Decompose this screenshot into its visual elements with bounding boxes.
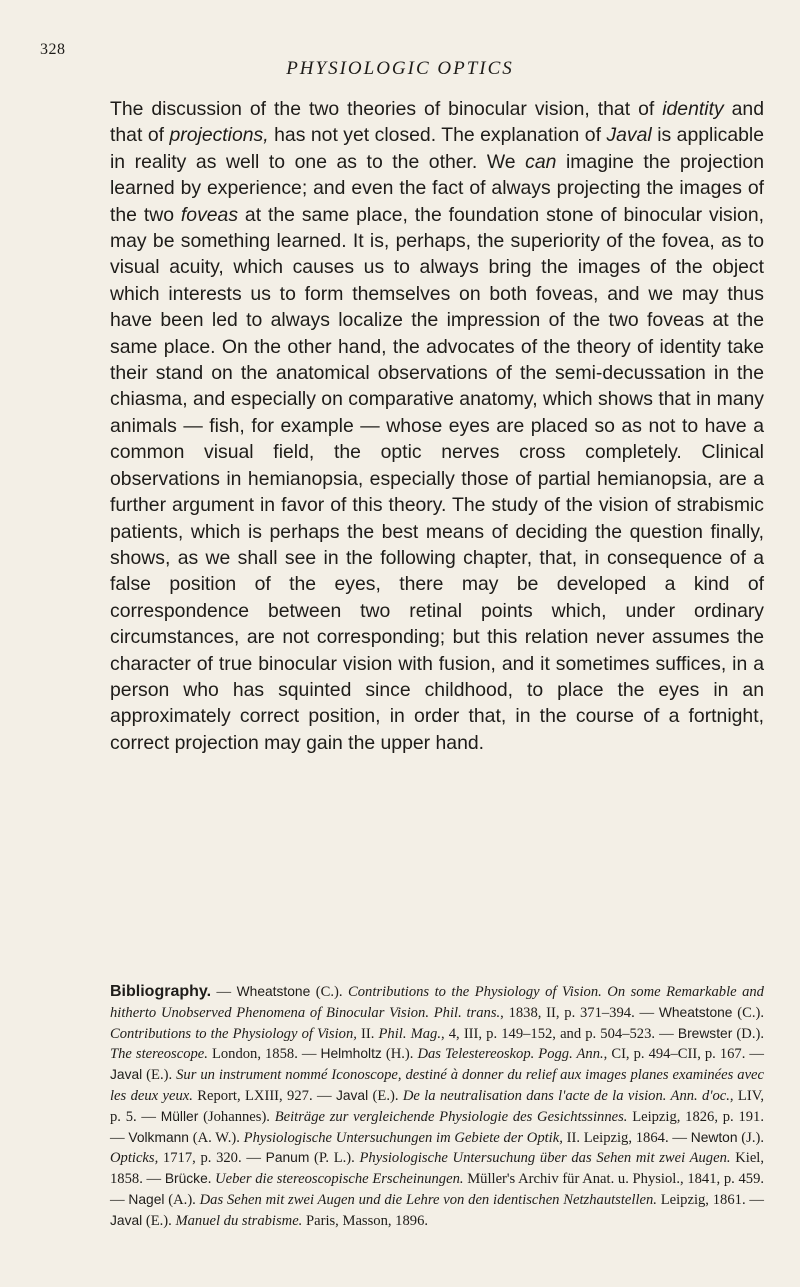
author: Nagel <box>128 1191 165 1207</box>
text-run: , CI, p. 494–CII, p. 167. — <box>603 1046 764 1063</box>
author: Brewster <box>677 1025 733 1041</box>
text-run: (A. W.). <box>188 1129 244 1146</box>
text-run: Müller's Archiv für Anat. u. Physiol., 1841, p. 459. — <box>110 1171 765 1208</box>
citation-title: Opticks, <box>110 1150 159 1167</box>
text-run: Leipzig, 1861. — <box>656 1191 764 1208</box>
citation-title: De la neutralisation dans l'acte de la vision. Ann. d'oc. <box>402 1087 730 1104</box>
text-run: (P. L.). <box>309 1150 360 1167</box>
citation-title: Manuel du strabisme. <box>175 1212 303 1229</box>
citation-title: Phil. Mag. <box>378 1025 441 1042</box>
text-run: II. <box>356 1025 379 1042</box>
citation-title: Das Sehen mit zwei Augen und die Lehre von den identischen Netzhautstellen. <box>199 1191 657 1208</box>
text-run: (A.). <box>164 1191 200 1208</box>
text-run: (E.). <box>142 1067 177 1084</box>
citation-title: The stereoscope. <box>110 1046 208 1063</box>
author: Wheatstone <box>236 984 311 999</box>
page-number: 328 <box>40 41 66 58</box>
text-run: (C.). <box>732 1004 764 1021</box>
author: Javal <box>110 1212 143 1228</box>
italic-run: Javal <box>606 124 652 147</box>
text-run: has not yet closed. The explanation of <box>268 124 607 147</box>
text-run: (J.). <box>737 1129 764 1146</box>
text-run: (Johannes). <box>198 1108 275 1125</box>
text-run: imagine the projection learned by experience; and even the fact of always projecting the images of the two <box>110 150 764 226</box>
text-run: , LIV, p. 5. — <box>110 1087 765 1125</box>
text-run: — <box>211 984 237 1000</box>
italic-run: foveas <box>180 203 239 226</box>
citation-title: Contributions to the Physiology of Vision, <box>110 1025 357 1042</box>
text-run: , 4, III, p. 149–152, and p. 504–523. — <box>441 1025 678 1042</box>
text-run: (C.). <box>310 984 348 1000</box>
text-run: Kiel, 1858. — <box>110 1150 764 1188</box>
text-run: and that of <box>110 98 764 147</box>
text-run: London, 1858. — <box>207 1046 321 1063</box>
author: Newton <box>690 1129 738 1145</box>
bibliography-heading: Bibliography. <box>110 983 212 1000</box>
citation-title: Physiologische Untersuchungen im Gebiete der Optik, <box>243 1129 563 1146</box>
author: Wheatstone <box>658 1004 733 1020</box>
body-paragraph <box>110 96 764 756</box>
italic-run: can <box>525 150 557 173</box>
text-run: , 1838, II, p. 371–394. — <box>500 1004 659 1021</box>
author: Brücke <box>164 1171 208 1187</box>
author: Javal <box>335 1087 369 1103</box>
text-run: Report, LXIII, 927. — <box>192 1087 336 1104</box>
text-run: (E.). <box>142 1212 176 1229</box>
text-run: The discussion of the two theories of binocular vision, that of <box>110 98 663 120</box>
author: Panum <box>265 1150 310 1166</box>
author: Volkmann <box>128 1129 189 1145</box>
citation-title: Physiologische Untersuchung über das Sehen mit zwei Augen. <box>359 1150 731 1167</box>
citation-title: Contributions to the Physiology of Vision. On some Remarkable and hitherto Unobserved Phenomena of Binocular Vision. Phil. trans. <box>110 984 764 1021</box>
citation-title: Ueber die stereoscopische Erscheinungen. <box>215 1171 464 1188</box>
italic-run: projections, <box>169 124 269 147</box>
citation-title: Sur un instrument nommé Iconoscope, destiné à donner du relief aux images planes examinées avec les deux yeux. <box>110 1067 765 1104</box>
author: Javal <box>110 1067 143 1083</box>
text-run: is applicable in reality as well to one as to the other. We <box>110 124 765 173</box>
text-run: (D.). <box>732 1025 764 1042</box>
text-run: . <box>207 1171 216 1188</box>
italic-run: identity <box>662 98 724 120</box>
text-run: Paris, Masson, 1896. <box>302 1212 429 1229</box>
citation-title: Das Telestereoskop. Pogg. Ann. <box>417 1046 604 1063</box>
text-run: Leipzig, 1826, p. 191. — <box>110 1108 764 1146</box>
bibliography <box>110 982 764 1232</box>
author: Müller <box>160 1108 199 1124</box>
text-run: (H.). <box>381 1046 418 1063</box>
text-run: at the same place, the foundation stone of binocular vision, may be something learned. It is, perhaps, the superiority of the fovea, as to visual acuity, which causes us to always bring the images of the object which interests us to form themselves on both foveas, and we may thus have been led to always localize the impression of the two foveas at the same place. On the other hand, the advocates of the theory of identity take their stand on the anatomical observations of the semi-decussation in the chiasma, and especially on comparative anatomy, which shows that in many animals — fish, for example — whose eyes are placed so as not to have a common visual field, the optic nerves cross completely. Clinical observations in hemianopsia, especially those of partial hemianopsia, are a further argument in favor of this theory. The study of the vision of strabismic patients, which is perhaps the best means of deciding the question finally, shows, as we shall see in the following chapter, that, in consequence of a false position of the eyes, there may be developed a kind of correspondence between two retinal points which, under ordinary circumstances, are not corresponding; but this relation never assumes the character of true binocular vision with fusion, and it sometimes suffices, in a person who has squinted since childhood, to place the eyes in an approximately correct position, in order that, in the course of a fortnight, correct projection may gain the upper hand. <box>110 203 764 754</box>
running-head: PHYSIOLOGIC OPTICS <box>286 58 514 79</box>
citation-title: Beiträge zur vergleichende Physiologie des Gesichtssinnes. <box>274 1108 628 1125</box>
author: Helmholtz <box>320 1046 382 1062</box>
text-run: (E.). <box>368 1087 403 1104</box>
text-run: 1717, p. 320. — <box>158 1150 266 1167</box>
text-run: II. Leipzig, 1864. — <box>562 1129 691 1146</box>
